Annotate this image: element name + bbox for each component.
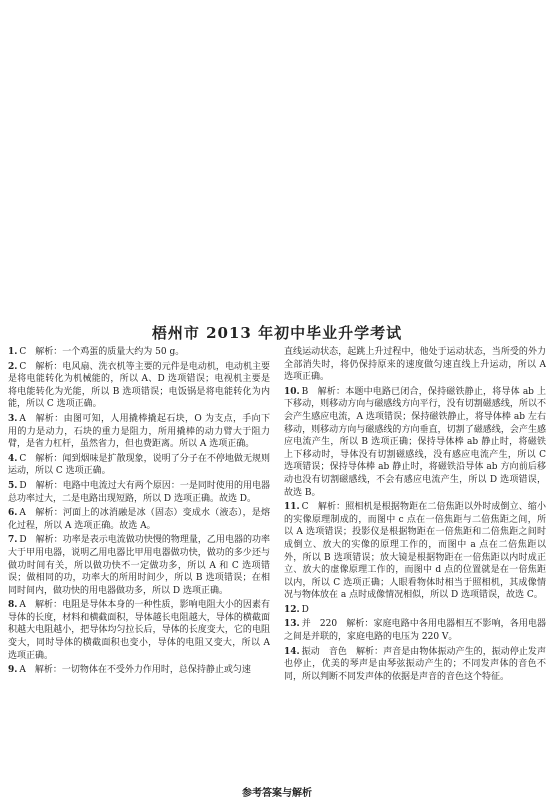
answer-item bbox=[8, 453, 270, 478]
answer-text: C 解析：电风扇、洗衣机等主要的元件是电动机，电动机主要是将电能转化为机械能的，所以 A、D 选项错误；电视机主要是将电能转化为光能，所以 B 选项错误；电饭锅是将电能转化为内能，所以 C 选项正确。 bbox=[8, 361, 270, 410]
page-footer: 参考答案与解析 bbox=[242, 788, 312, 799]
answer-item bbox=[284, 604, 546, 617]
answer-item bbox=[8, 361, 270, 411]
answer-item-continued bbox=[284, 346, 546, 384]
answer-number: 11. bbox=[284, 502, 300, 513]
answer-item bbox=[284, 386, 546, 499]
answer-item bbox=[8, 534, 270, 597]
blank-area bbox=[0, 0, 554, 320]
answer-number: 9. bbox=[8, 665, 18, 676]
answer-number: 8. bbox=[8, 600, 18, 611]
answer-item bbox=[284, 646, 546, 684]
page-title: 梧州市 2013 年初中毕业升学考试 bbox=[151, 324, 403, 342]
left-column bbox=[8, 346, 270, 778]
answer-item bbox=[284, 501, 546, 602]
answer-item bbox=[8, 480, 270, 505]
answer-number: 2. bbox=[8, 361, 18, 372]
answer-text: 并 220 解析：家庭电路中各用电器相互不影响，各用电器之间是并联的，家庭电路的电压为 220 V。 bbox=[284, 619, 546, 643]
answer-columns bbox=[8, 346, 546, 778]
answer-item bbox=[8, 346, 270, 359]
answer-item bbox=[8, 507, 270, 532]
answer-item bbox=[284, 618, 546, 643]
answer-text: D 解析：功率是表示电流做功快慢的物理量，乙用电器的功率大于甲用电器，说明乙用电器比甲用电器做功快，做功的多少还与做功时间有关，所以做功快不一定做功多，所以 A 和 C 选项错误；做相同的功，功率大的所用时间少，所以 B 选项错误；在相同时间内，做功快的用电器做功多，所以 D 选项正确。 bbox=[8, 535, 270, 596]
answer-text: 振动 音色 解析：声音是由物体振动产生的，振动停止发声也停止，优美的琴声是由琴弦振动产生的；不同发声体的音色不同，所以判断不同发声体的依据是声音的音色这个特征。 bbox=[284, 646, 546, 682]
right-column bbox=[284, 346, 546, 778]
answer-item bbox=[8, 664, 270, 677]
answer-text: A 解析：一切物体在不受外力作用时，总保持静止或匀速 bbox=[19, 665, 251, 676]
answer-text: D bbox=[301, 604, 309, 615]
answer-text: 直线运动状态，起跳上升过程中，他处于运动状态，当所受的外力全部消失时，将仍保持原来的速度做匀速直线上升运动，所以 A 选项正确。 bbox=[284, 347, 546, 383]
answer-number: 6. bbox=[8, 508, 18, 519]
answer-number: 12. bbox=[284, 604, 300, 615]
answer-text: C 解析：照相机是根据物距在二倍焦距以外时成倒立、缩小的实像原理制成的，而图中 c 点在一倍焦距与二倍焦距之间，所以 A 选项错误；投影仪是根据物距在一倍焦距和二倍焦距之间时成倒立、放大的实像的原理工作的，而图中 a 点在二倍焦距以外，所以 B 选项错误；放大镜是根据物距在一倍焦距以内时成正立、放大的虚像原理工作的，而图中 d 点的位置就是在一倍焦距以内，所以 C 选项正确；人眼看物体时相当于照相机，其成像情况与物体放在 a 点时成像情况相似，所以 D 选项错误，故选 C。 bbox=[284, 502, 546, 601]
answer-number: 5. bbox=[8, 480, 18, 491]
answer-number: 10. bbox=[284, 386, 300, 397]
answer-text: A 解析：电阻是导体本身的一种性质，影响电阻大小的因素有导体的长度，材料和横截面积，导体越长电阻越大，导体的横截面积越大电阻越小，把导体均匀拉长后，导体的长度变大，它的电阻变大，同时导体的横截面积也变小，导体的电阻又变大，所以 A 选项正确。 bbox=[8, 600, 270, 661]
answer-number: 1. bbox=[8, 347, 18, 357]
answer-item bbox=[8, 413, 270, 451]
answer-number: 14. bbox=[284, 646, 300, 657]
answer-number: 13. bbox=[284, 619, 300, 630]
answer-text: C 解析：一个鸡蛋的质量大约为 50 g。 bbox=[19, 347, 185, 357]
answer-text: A 解析：河面上的冰消融是冰（固态）变成水（液态），是熔化过程，所以 A 选项正确。故选 A。 bbox=[8, 508, 270, 531]
answer-item bbox=[8, 599, 270, 662]
answer-number: 3. bbox=[8, 413, 18, 424]
answer-text: A 解析：由图可知，人用撬棒撬起石块，O 为支点，手向下用的力是动力，石块的重力是阻力，所用撬棒的动力臂大于阻力臂，是省力杠杆，虽然省力，但也费距离。所以 A 选项正确。 bbox=[8, 413, 270, 450]
answer-text: C 解析：闻到烟味是扩散现象，说明了分子在不停地做无规则运动，所以 C 选项正确。 bbox=[8, 453, 270, 477]
answer-number: 7. bbox=[8, 535, 18, 546]
answer-number: 4. bbox=[8, 453, 18, 464]
answer-text: B 解析：本题中电路已闭合，保持磁铁静止，将导体 ab 上下移动，则移动方向与磁感线方向平行，没有切割磁感线，所以不会产生感应电流，A 选项错误；保持磁铁静止，将导体棒 ab 左右移动，则移动方向与磁感线的方向垂直，切割了磁感线，会产生感应电流产生，所以 B 选项正确；保持导体棒 ab 静止时，将磁铁上下移动时，导体没有切割磁感线，没有感应电流产生，所以 C 选项错误；保持导体棒 ab 静止时，将磁铁沿导体 ab 方向前后移动也没有切割磁感线，不会有感应电流产生，所以 D 选项错误，故选 B。 bbox=[284, 386, 546, 498]
answer-text: D 解析：电路中电流过大有两个原因：一是同时使用的用电器总功率过大，二是电路出现短路，所以 D 选项正确。故选 D。 bbox=[8, 480, 270, 504]
